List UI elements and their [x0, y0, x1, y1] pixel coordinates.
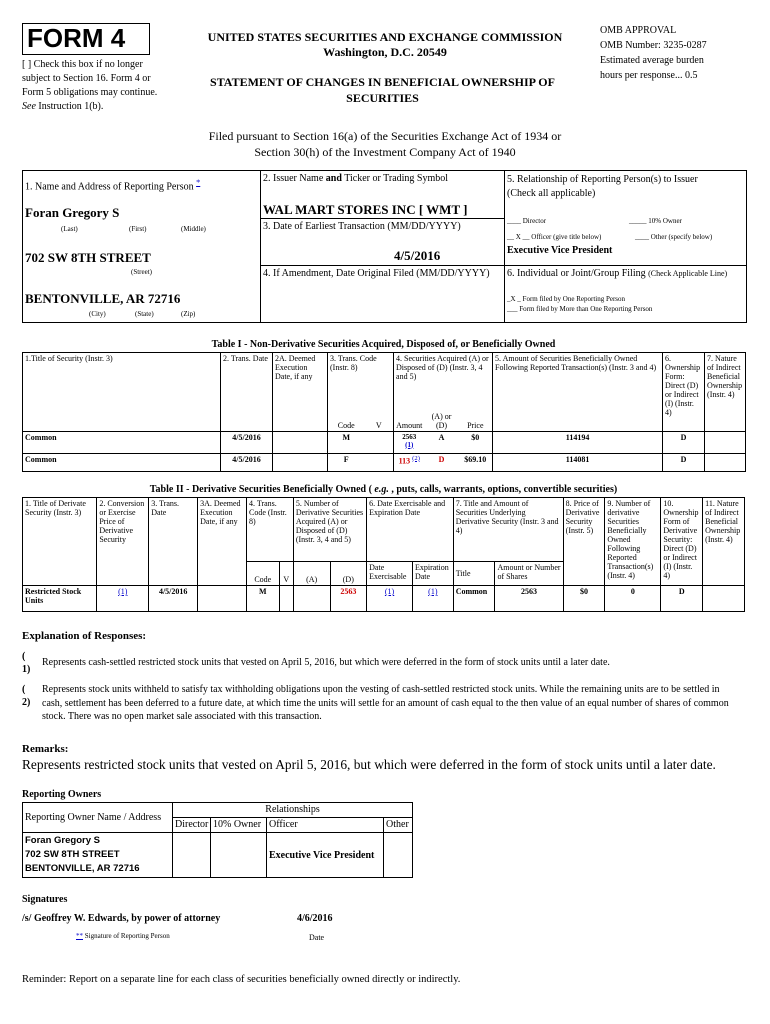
t2-exp: Expiration Date	[412, 562, 453, 586]
row-form: D	[661, 586, 703, 612]
owner-name-address: Foran Gregory S 702 SW 8TH STREET BENTONVILLE, AR 72716	[23, 833, 173, 878]
row-code: F	[328, 453, 365, 471]
t2-h9: 9. Number of derivative Securities Beneficially Owned Following Reported Transaction(s) (Instr. 4)	[605, 498, 661, 586]
reminder: Reminder: Report on a separate line for each class of securities beneficially owned directly or indirectly.	[22, 974, 461, 985]
middle-label: (Middle)	[181, 225, 206, 233]
officer-title: Executive Vice President	[507, 245, 613, 256]
row-v	[365, 431, 394, 453]
signature-date: 4/6/2016	[297, 913, 333, 924]
t1-code: Code	[328, 411, 365, 432]
row-code: M	[247, 586, 280, 612]
city-label: (City)	[89, 310, 106, 318]
owners-table	[22, 802, 413, 878]
footnote-link[interactable]: (1)	[405, 440, 414, 449]
row-aord: A	[425, 431, 459, 453]
row-title: Common	[23, 431, 221, 453]
zip-label: (Zip)	[181, 310, 196, 318]
row-price: $0	[459, 431, 493, 453]
row-deemed	[273, 431, 328, 453]
owners-officer: Officer	[267, 818, 384, 833]
t2-a: (A)	[293, 562, 330, 586]
t1-h1: 1.Title of Security (Instr. 3)	[23, 353, 221, 432]
earliest-transaction-date: 4/5/2016	[394, 248, 441, 263]
t2-h11: 11. Nature of Indirect Beneficial Ownership (Instr. 4)	[703, 498, 745, 586]
box2-label: 2. Issuer Name and Ticker or Trading Symbol	[263, 173, 449, 184]
owners-relationships: Relationships	[173, 803, 413, 818]
explanation-text-2: Represents stock units withheld to satisfy tax withholding obligations upon the vesting of cash-settled restricted stock units. While the remaining units are to be settled in cash, settlement has been deferred to a future date, at which time the units will settle for an amount of cash equal to the then value of an equal number of shares of common stock. There was no open market sale associated with this transaction.	[42, 684, 729, 722]
t2-code: Code	[247, 562, 280, 586]
row-price: $0	[563, 586, 605, 612]
t1-amount: Amount	[394, 411, 425, 432]
issuer-name: WAL MART STORES INC [ WMT ]	[263, 202, 468, 217]
more-persons-check: ___ Form filed by More than One Reporting Person	[507, 305, 653, 313]
signer: /s/ Geoffrey W. Edwards, by power of attorney	[22, 913, 221, 924]
remarks-text: Represents restricted stock units that vested on April 5, 2016, but which were deferred in the form of stock units until a later date.	[22, 757, 716, 772]
footnote-link[interactable]: (1)	[428, 587, 438, 596]
row-v	[279, 586, 293, 612]
first-label: (First)	[129, 225, 147, 233]
filed-pursuant: Filed pursuant to Section 16(a) of the Securities Exchange Act of 1934 or Section 30(h) of the Investment Company Act of 1940	[208, 129, 562, 159]
owners-director: Director	[173, 818, 211, 833]
row-aord: D	[425, 453, 459, 471]
explanation-num-1: ( 1)	[22, 651, 31, 675]
form-title: FORM 4	[27, 23, 126, 53]
table-row	[23, 586, 745, 612]
row-amount: 113 $^{(2)}$	[394, 453, 425, 471]
t2-h6: 6. Date Exercisable and Expiration Date	[367, 498, 454, 562]
date-label: Date	[309, 933, 325, 942]
row-a	[293, 586, 330, 612]
owners-heading: Reporting Owners	[22, 789, 102, 800]
row-title: Restricted Stock Units	[23, 586, 97, 612]
t2-h10: 10. Ownership Form of Derivative Security: Direct (D) or Indirect (I) (Instr. 4)	[661, 498, 703, 586]
statement-title: STATEMENT OF CHANGES IN BENEFICIAL OWNERSHIP OF SECURITIES	[210, 75, 555, 105]
t2-h2: 2. Conversion or Exercise Price of Derivative Security	[97, 498, 149, 586]
row-form: D	[663, 453, 705, 471]
table2-title: Table II - Derivative Securities Beneficially Owned ( e.g. , puts, calls, warrants, options, convertible securities)	[149, 484, 618, 495]
box3-label: 3. Date of Earliest Transaction (MM/DD/YYYY)	[263, 221, 461, 232]
last-label: (Last)	[61, 225, 78, 233]
street-label: (Street)	[131, 268, 152, 276]
explanation-heading: Explanation of Responses:	[22, 630, 147, 642]
row-d: 2563	[330, 586, 367, 612]
one-person-check: _X _ Form filed by One Reporting Person	[507, 295, 626, 303]
other-check: ____ Other (specify below)	[635, 233, 713, 241]
street-value: 702 SW 8TH STREET	[25, 250, 151, 265]
t2-v: V	[279, 562, 293, 586]
row-underlying-title: Common	[453, 586, 495, 612]
owners-col-name: Reporting Owner Name / Address	[23, 803, 173, 833]
ten-pct-check: _____ 10% Owner	[629, 217, 682, 225]
row-owned: 114081	[493, 453, 663, 471]
t2-date-ex: Date Exercisable	[367, 562, 413, 586]
footnote-link[interactable]: *	[196, 178, 201, 187]
owners-ten-pct: 10% Owner	[211, 818, 267, 833]
t2-h5: 5. Number of Derivative Securities Acquired (A) or Disposed of (D) (Instr. 3, 4 and 5)	[293, 498, 366, 562]
city-value: BENTONVILLE, AR 72716	[25, 291, 181, 306]
row-deemed	[273, 453, 328, 471]
remarks-heading: Remarks:	[22, 743, 69, 755]
row-title: Common	[23, 453, 221, 471]
table2	[22, 497, 745, 612]
t2-h4: 4. Trans. Code (Instr. 8)	[247, 498, 294, 562]
t2-amount-shares: Amount or Number of Shares	[495, 562, 563, 586]
footnote-link[interactable]: (2)	[412, 454, 420, 462]
t1-h3: 3. Trans. Code (Instr. 8)	[328, 353, 394, 411]
box4-label: 4. If Amendment, Date Original Filed (MM/DD/YYYY)	[263, 268, 490, 279]
row-owned: 114194	[493, 431, 663, 453]
table-row	[23, 833, 413, 878]
t2-h3a: 3A. Deemed Execution Date, if any	[198, 498, 247, 586]
explanation-text-1: Represents cash-settled restricted stock units that vested on April 5, 2016, but which were deferred in the form of stock units until a later date.	[42, 657, 610, 668]
t2-title: Title	[453, 562, 495, 586]
table1-title: Table I - Non-Derivative Securities Acquired, Disposed of, or Beneficially Owned	[211, 339, 556, 350]
t1-price: Price	[459, 411, 493, 432]
reporting-box	[22, 170, 747, 323]
t2-h7: 7. Title and Amount of Securities Underlying Derivative Security (Instr. 3 and 4)	[453, 498, 563, 562]
row-nature	[705, 431, 746, 453]
t2-d: (D)	[330, 562, 367, 586]
row-deemed	[198, 586, 247, 612]
row-underlying-amount: 2563	[495, 586, 563, 612]
director-check: ____ Director	[507, 217, 547, 225]
t1-aord: (A) or (D)	[425, 411, 459, 432]
row-v	[365, 453, 394, 471]
omb-box: OMB APPROVAL OMB Number: 3235-0287 Estimated average burden hours per response... 0.5	[600, 25, 707, 81]
table-row	[23, 431, 746, 453]
box5-label: 5. Relationship of Reporting Person(s) to Issuer (Check all applicable)	[507, 174, 698, 199]
box1-label: 1. Name and Address of Reporting Person *	[25, 178, 201, 193]
row-price: $69.10	[459, 453, 493, 471]
signatures-heading: Signatures	[22, 894, 68, 905]
footnote-link[interactable]: (1)	[118, 587, 128, 596]
row-date: 4/5/2016	[221, 431, 273, 453]
state-label: (State)	[135, 310, 154, 318]
agency-name: UNITED STATES SECURITIES AND EXCHANGE COMMISSION	[207, 30, 563, 44]
row-date: 4/5/2016	[149, 586, 198, 612]
t1-h2a: 2A. Deemed Execution Date, if any	[273, 353, 328, 432]
row-code: M	[328, 431, 365, 453]
row-amount: 2563 (1)	[394, 431, 425, 453]
row-nature	[705, 453, 746, 471]
signature-label: ** Signature of Reporting Person	[76, 932, 170, 940]
check-box-text: [ ] Check this box if no longer subject to Section 16. Form 4 or Form 5 obligations may continue. See Instruction 1(b).	[22, 59, 158, 112]
owner-officer-title: Executive Vice President	[267, 833, 384, 878]
row-nature	[703, 586, 745, 612]
row-form: D	[663, 431, 705, 453]
t2-h8: 8. Price of Derivative Security (Instr. 5)	[563, 498, 605, 586]
form-title-box	[22, 23, 150, 55]
row-num: 0	[605, 586, 661, 612]
t1-h7: 7. Nature of Indirect Beneficial Ownership (Instr. 4)	[705, 353, 746, 432]
footnote-link[interactable]: (1)	[384, 587, 395, 596]
reporting-person-name: Foran Gregory S	[25, 205, 120, 220]
t2-h3: 3. Trans. Date	[149, 498, 198, 586]
box6-label: 6. Individual or Joint/Group Filing (Check Applicable Line)	[507, 268, 728, 279]
owners-other: Other	[384, 818, 413, 833]
agency-city: Washington, D.C. 20549	[323, 45, 447, 59]
t2-h1: 1. Title of Derivate Security (Instr. 3)	[23, 498, 97, 586]
t1-h2: 2. Trans. Date	[221, 353, 273, 432]
row-date: 4/5/2016	[221, 453, 273, 471]
table1	[22, 352, 746, 472]
explanation-num-2: ( 2)	[22, 684, 31, 708]
officer-check: __ X __ Officer (give title below)	[507, 233, 602, 241]
footnote-link[interactable]: **	[76, 932, 83, 940]
t1-v: V	[365, 411, 394, 432]
t1-h5: 5. Amount of Securities Beneficially Owned Following Reported Transaction(s) (Instr. 3 and 4)	[493, 353, 663, 432]
t1-h6: 6. Ownership Form: Direct (D) or Indirect (I) (Instr. 4)	[663, 353, 705, 432]
t1-h4: 4. Securities Acquired (A) or Disposed of (D) (Instr. 3, 4 and 5)	[394, 353, 493, 411]
table-row	[23, 453, 746, 471]
